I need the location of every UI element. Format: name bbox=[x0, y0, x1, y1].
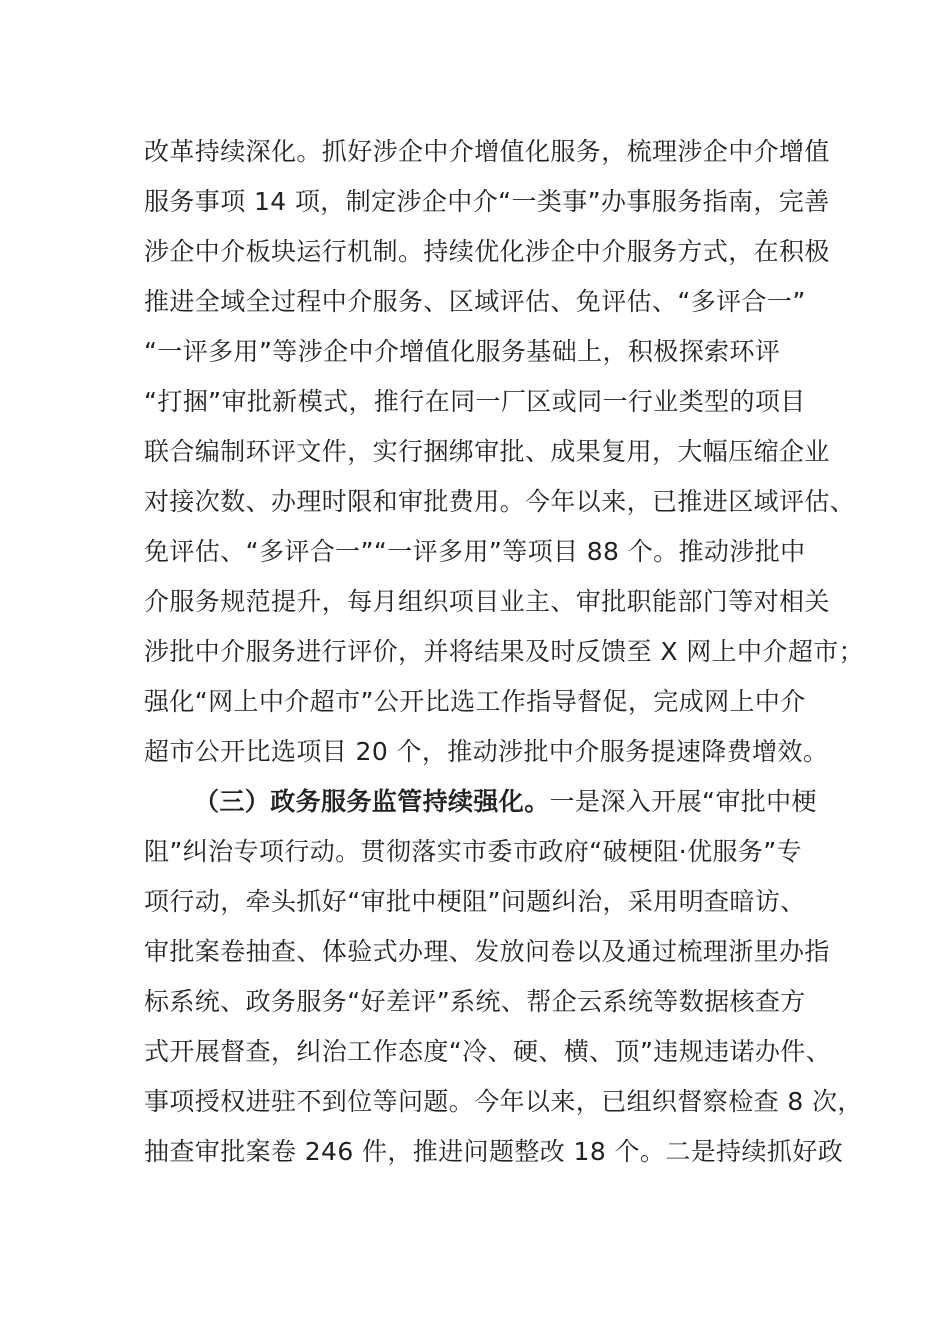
text-line: 超市公开比选项目 20 个，推动涉批中介服务提速降费增效。 bbox=[144, 737, 829, 766]
text-line: 式开展督查，纠治工作态度“冷、硬、横、顶”违规违诺办件、 bbox=[144, 1037, 832, 1066]
text-line: 事项授权进驻不到位等问题。今年以来，已组织督察检查 8 次， bbox=[144, 1087, 863, 1116]
text-line: 标系统、政务服务“好差评”系统、帮企云系统等数据核查方 bbox=[144, 987, 806, 1016]
text-line: 涉批中介服务进行评价，并将结果及时反馈至 X 网上中介超市； bbox=[144, 637, 865, 666]
section-first-line-text: 一是深入开展“审批中梗 bbox=[549, 787, 817, 816]
text-line: 服务事项 14 项，制定涉企中介“一类事”办事服务指南，完善 bbox=[144, 187, 830, 216]
text-line: 审批案卷抽查、体验式办理、发放问卷以及通过梳理浙里办指 bbox=[144, 937, 830, 966]
section-first-line bbox=[144, 777, 824, 827]
section-heading: （三）政务服务监管持续强化。 bbox=[194, 787, 550, 816]
body-text bbox=[144, 127, 865, 1177]
text-line: 改革持续深化。抓好涉企中介增值化服务，梳理涉企中介增值 bbox=[144, 137, 830, 166]
text-line: 推进全域全过程中介服务、区域评估、免评估、“多评合一” bbox=[144, 287, 806, 316]
text-line: “一评多用”等涉企中介增值化服务基础上，积极探索环评 bbox=[144, 337, 781, 366]
text-line: 对接次数、办理时限和审批费用。今年以来，已推进区域评估、 bbox=[144, 487, 856, 516]
text-line: 涉企中介板块运行机制。持续优化涉企中介服务方式，在积极 bbox=[144, 237, 830, 266]
text-line: 抽查审批案卷 246 件，推进问题整改 18 个。二是持续抓好政 bbox=[144, 1137, 844, 1166]
text-line: 强化“网上中介超市”公开比选工作指导督促，完成网上中介 bbox=[144, 687, 806, 716]
text-line: 项行动，牵头抓好“审批中梗阻”问题纠治，采用明查暗访、 bbox=[144, 887, 806, 916]
text-line: 免评估、“多评合一”“一评多用”等项目 88 个。推动涉批中 bbox=[144, 537, 806, 566]
text-line: “打捆”审批新模式，推行在同一厂区或同一行业类型的项目 bbox=[144, 387, 806, 416]
text-line: 阻”纠治专项行动。贯彻落实市委市政府“破梗阻·优服务”专 bbox=[144, 837, 803, 866]
text-line: 介服务规范提升，每月组织项目业主、审批职能部门等对相关 bbox=[144, 587, 830, 616]
text-line: 联合编制环评文件，实行捆绑审批、成果复用，大幅压缩企业 bbox=[144, 437, 830, 466]
